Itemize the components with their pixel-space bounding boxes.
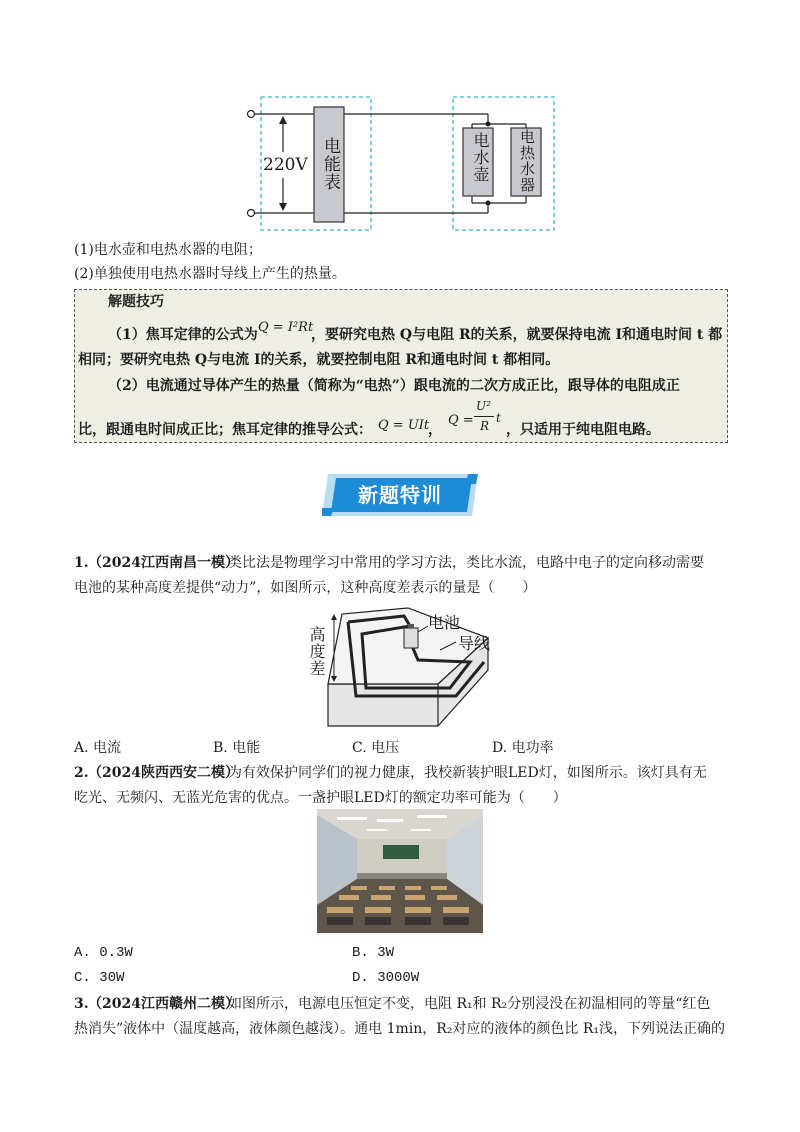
q2-line2: 吃光、无频闪、无蓝光危害的优点。一盏护眼LED灯的额定功率可能为（ ）: [74, 790, 567, 806]
q1-option-a[interactable]: A. 电流: [74, 740, 122, 756]
q1-number: 1.: [74, 555, 89, 571]
voltage-label: 220V: [263, 155, 308, 175]
banner-title: 新题特训: [358, 483, 442, 507]
q1-option-d[interactable]: D. 电功率: [492, 740, 554, 756]
q1-line2: 电池的某种高度差提供“动力”，如图所示，这种高度差表示的量是（ ）: [74, 580, 537, 596]
q2-source: （2024陕西西安二模）: [88, 765, 239, 781]
q2-option-b[interactable]: B. 3W: [352, 945, 395, 961]
formula-frac-den: R: [480, 419, 490, 433]
q1-line1: 类比法是物理学习中常用的学习方法，类比水流，电路中电子的定向移动需要: [228, 555, 704, 571]
tips-p1-rest: ，要研究电热 Q与电阻 R的关系，就要保持电流 I和通电时间 t 都: [311, 327, 723, 343]
classroom-photo: [317, 809, 483, 933]
q3-source: （2024江西赣州二模）: [88, 996, 239, 1012]
tips-p2-line2-suffix: ，只适用于纯电阻电路。: [506, 422, 660, 438]
q3-number: 3.: [74, 996, 89, 1012]
formula-uit: Q = UIt: [378, 418, 430, 433]
q2-option-d[interactable]: D. 3000W: [352, 970, 420, 986]
formula-comma: ，: [428, 422, 442, 438]
q1-height-label: 高度差: [307, 626, 326, 677]
tips-p1-prefix: （1）焦耳定律的公式为: [108, 327, 258, 343]
kettle-label: 电水壶: [471, 132, 490, 183]
q3-line2: 热消失”液体中（温度越高，液体颜色越浅）。通电 1min，R₂对应的液体的颜色比 R₁浅，下列说法正确的: [74, 1021, 726, 1037]
formula-frac-num: U²: [476, 399, 491, 413]
terminal-bottom: [248, 210, 255, 217]
tips-title: 解题技巧: [108, 294, 164, 310]
tips-p2-line2-prefix: 比，跟通电时间成正比；焦耳定律的推导公式：: [78, 422, 372, 438]
q1-option-c[interactable]: C. 电压: [352, 740, 400, 756]
formula-joule: Q = I²Rt: [258, 320, 314, 335]
q1-source: （2024江西南昌一模）: [88, 555, 239, 571]
q2-option-c[interactable]: C. 30W: [74, 970, 125, 986]
q1-option-b[interactable]: B. 电能: [213, 740, 261, 756]
tips-p2-line1: （2）电流通过导体产生的热量（简称为“电热”）跟电流的二次方成正比，跟导体的电阻成正: [108, 378, 680, 394]
q1-wire-label: 导线: [458, 634, 491, 653]
junction-bottom: [486, 201, 491, 206]
heater-label: 电热水器: [518, 129, 536, 193]
sub-question-2: (2)单独使用电热水器时导线上产生的热量。: [74, 266, 346, 282]
formula-frac-t: t: [496, 411, 501, 425]
sub-question-1: (1)电水壶和电热水器的电阻；: [74, 242, 262, 258]
q1-battery-label: 电池: [428, 613, 461, 632]
meter-label: 电能表: [320, 137, 340, 191]
q2-number: 2.: [74, 765, 89, 781]
formula-frac-lhs: Q =: [448, 413, 474, 428]
battery-body: [404, 628, 418, 648]
q2-line1: 为有效保护同学们的视力健康，我校新装护眼LED灯，如图所示。该灯具有无: [228, 765, 707, 781]
q2-option-a[interactable]: A. 0.3W: [74, 945, 133, 961]
tips-p1-line2: 相同；要研究电热 Q与电流 I的关系，就要控制电阻 R和通电时间 t 都相同。: [78, 352, 560, 368]
q3-line1: 如图所示，电源电压恒定不变，电阻 R₁和 R₂分别浸没在初温相同的等量“红色: [228, 996, 711, 1012]
q1-figure: [300, 600, 500, 730]
terminal-top: [248, 111, 255, 118]
junction-top: [486, 122, 491, 127]
